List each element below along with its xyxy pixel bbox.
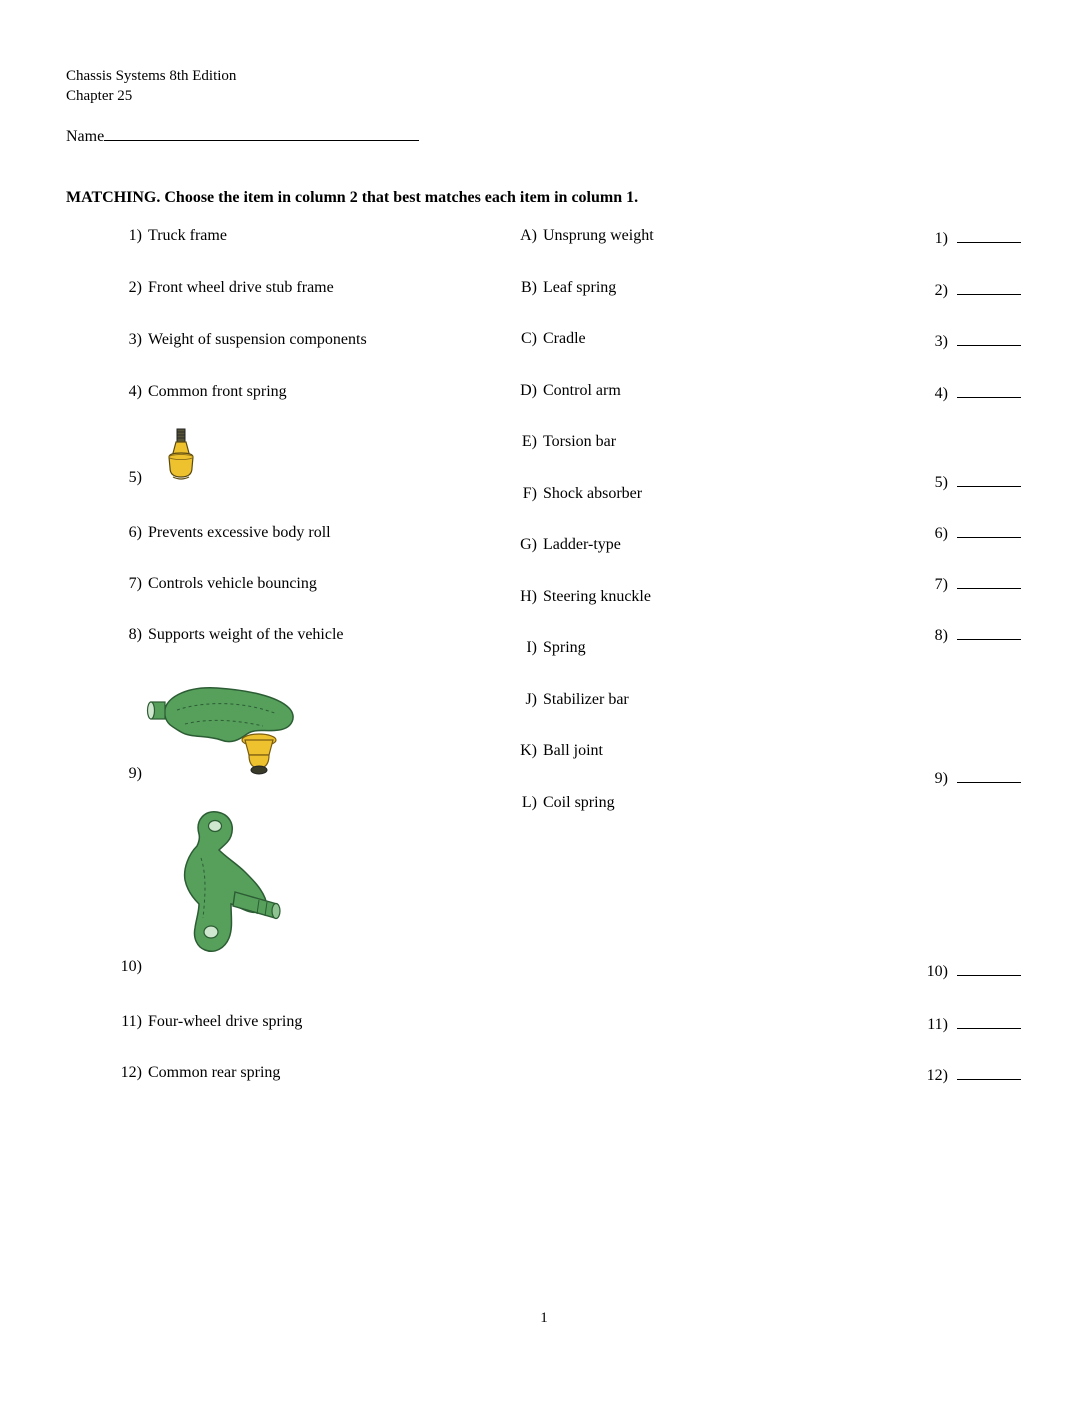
answer-blank-8[interactable] xyxy=(957,623,1021,640)
answer-number: 2) xyxy=(934,282,948,299)
item-number: 7) xyxy=(128,575,142,592)
option-a xyxy=(505,226,654,246)
answer-number: 3) xyxy=(934,333,948,350)
option-letter: G) xyxy=(520,536,537,553)
answer-number: 1) xyxy=(934,230,948,247)
match-item-9 xyxy=(100,764,148,784)
answer-blank-1[interactable] xyxy=(957,226,1021,243)
option-k xyxy=(505,741,603,761)
option-label: Coil spring xyxy=(543,794,615,811)
answer-blank-12[interactable] xyxy=(957,1063,1021,1080)
option-l xyxy=(505,793,615,813)
item-number: 5) xyxy=(128,469,142,486)
option-f xyxy=(505,484,642,504)
answer-number: 5) xyxy=(934,474,948,491)
match-item-12 xyxy=(100,1063,280,1083)
doc-title: Chassis Systems 8th Edition xyxy=(66,68,237,84)
option-label: Leaf spring xyxy=(543,279,617,296)
option-label: Control arm xyxy=(543,382,621,399)
option-letter: D) xyxy=(520,382,537,399)
option-label: Unsprung weight xyxy=(543,227,654,244)
answer-number: 12) xyxy=(926,1067,948,1084)
item-number: 6) xyxy=(128,524,142,541)
option-e xyxy=(505,432,616,452)
answer-row-3 xyxy=(900,329,1021,352)
answer-row-12 xyxy=(900,1063,1021,1086)
item-number: 11) xyxy=(121,1013,142,1030)
matching-instructions: MATCHING. Choose the item in column 2 that best matches each item in column 1. xyxy=(66,189,639,206)
item-number: 8) xyxy=(128,626,142,643)
match-item-2 xyxy=(100,278,334,298)
answer-blank-11[interactable] xyxy=(957,1012,1021,1029)
item-number: 2) xyxy=(128,279,142,296)
item-number: 1) xyxy=(128,227,142,244)
answer-blank-5[interactable] xyxy=(957,470,1021,487)
ball-joint-image xyxy=(160,428,202,484)
answer-row-2 xyxy=(900,278,1021,301)
option-b xyxy=(505,278,616,298)
item-label: Weight of suspension components xyxy=(148,331,367,348)
answer-row-5 xyxy=(900,470,1021,493)
answer-row-8 xyxy=(900,623,1021,646)
item-label: Front wheel drive stub frame xyxy=(148,279,334,296)
item-label: Supports weight of the vehicle xyxy=(148,626,344,643)
answer-row-9 xyxy=(900,766,1021,789)
answer-row-4 xyxy=(900,381,1021,404)
option-label: Cradle xyxy=(543,330,586,347)
option-letter: J) xyxy=(525,691,537,708)
answer-blank-7[interactable] xyxy=(957,572,1021,589)
item-label: Truck frame xyxy=(148,227,227,244)
item-label: Controls vehicle bouncing xyxy=(148,575,317,592)
answer-row-10 xyxy=(900,959,1021,982)
item-label: Common rear spring xyxy=(148,1064,281,1081)
option-label: Spring xyxy=(543,639,586,656)
option-label: Stabilizer bar xyxy=(543,691,629,708)
option-g xyxy=(505,535,621,555)
item-number: 4) xyxy=(128,383,142,400)
option-h xyxy=(505,587,651,607)
answer-row-11 xyxy=(900,1012,1021,1035)
answer-blank-6[interactable] xyxy=(957,521,1021,538)
option-letter: C) xyxy=(521,330,537,347)
match-item-8 xyxy=(100,625,344,645)
answer-number: 8) xyxy=(934,627,948,644)
match-item-1 xyxy=(100,226,227,246)
answer-blank-3[interactable] xyxy=(957,329,1021,346)
option-j xyxy=(505,690,629,710)
answer-blank-10[interactable] xyxy=(957,959,1021,976)
name-blank[interactable] xyxy=(104,124,419,141)
item-number: 3) xyxy=(128,331,142,348)
option-label: Ball joint xyxy=(543,742,603,759)
answer-blank-2[interactable] xyxy=(957,278,1021,295)
option-label: Ladder-type xyxy=(543,536,621,553)
answer-number: 7) xyxy=(934,576,948,593)
doc-chapter: Chapter 25 xyxy=(66,88,133,104)
answer-number: 10) xyxy=(926,963,948,980)
item-number: 9) xyxy=(128,765,142,782)
match-item-6 xyxy=(100,523,331,543)
option-i xyxy=(505,638,586,658)
answer-number: 9) xyxy=(934,770,948,787)
option-label: Steering knuckle xyxy=(543,588,651,605)
item-number: 10) xyxy=(120,958,142,975)
answer-number: 11) xyxy=(927,1016,948,1033)
answer-row-1 xyxy=(900,226,1021,249)
match-item-3 xyxy=(100,330,367,350)
item-label: Four-wheel drive spring xyxy=(148,1013,303,1030)
option-c xyxy=(505,329,586,349)
name-row xyxy=(66,124,419,147)
option-letter: L) xyxy=(521,794,537,811)
option-letter: B) xyxy=(521,279,537,296)
answer-row-7 xyxy=(900,572,1021,595)
match-item-10 xyxy=(100,957,148,977)
option-letter: H) xyxy=(520,588,537,605)
steering-knuckle-image xyxy=(145,806,293,962)
option-label: Torsion bar xyxy=(543,433,617,450)
option-d xyxy=(505,381,621,401)
answer-number: 6) xyxy=(934,525,948,542)
item-number: 12) xyxy=(120,1064,142,1081)
option-letter: F) xyxy=(522,485,537,502)
page-number: 1 xyxy=(540,1310,548,1326)
answer-blank-9[interactable] xyxy=(957,766,1021,783)
option-letter: K) xyxy=(520,742,537,759)
match-item-11 xyxy=(100,1012,302,1032)
answer-row-6 xyxy=(900,521,1021,544)
item-label: Common front spring xyxy=(148,383,287,400)
item-label: Prevents excessive body roll xyxy=(148,524,331,541)
name-label: Name xyxy=(66,128,105,145)
control-arm-image xyxy=(145,678,307,784)
option-label: Shock absorber xyxy=(543,485,643,502)
option-letter: A) xyxy=(520,227,537,244)
match-item-5 xyxy=(100,468,148,488)
answer-blank-4[interactable] xyxy=(957,381,1021,398)
answer-number: 4) xyxy=(934,385,948,402)
option-letter: E) xyxy=(521,433,537,450)
match-item-4 xyxy=(100,382,287,402)
option-letter: I) xyxy=(526,639,537,656)
match-item-7 xyxy=(100,574,317,594)
